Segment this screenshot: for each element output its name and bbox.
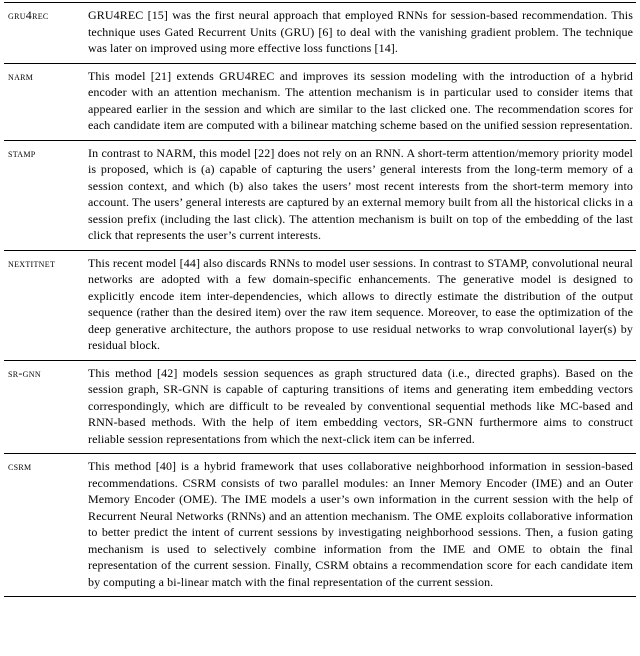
- table-row-sr-gnn: [4, 361, 636, 455]
- model-description-gru4rec: GRU4REC [15] was the first neural approach that employed RNNs for session-based recommendation. This technique uses Gated Recurrent Units (GRU) [6] to deal with the vanishing gradient problem. The technique was later on improved using more effective loss functions [14].: [88, 8, 633, 55]
- models-table: [4, 2, 636, 597]
- model-description-sr-gnn: This method [42] models session sequences as graph structured data (i.e., directed graphs). Based on the session graph, SR-GNN is capable of capturing transitions of items and generating item embedding vectors correspondingly, which are difficult to be revealed by conventional sequential methods like MC-based and RNN-based methods. With the help of item embedding vectors, SR-GNN furthermore aims to construct reliable session representations from which the next-click item can be inferred.: [88, 365, 633, 446]
- model-description-nextitnet: This recent model [44] also discards RNNs to model user sessions. In contrast to STAMP, convolutional neural networks are adopted with a few domain-specific enhancements. The generative model is designed to explicitly encode item inter-dependencies, which allows to directly estimate the distribution of the output sequence (rather than the desired item) over the raw item sequence. Moreover, to ease the optimization of the deep generative architecture, the authors propose to use residual networks to wrap convolutional layer(s) by residual block.: [88, 255, 633, 352]
- model-description-narm: This model [21] extends GRU4REC and improves its session modeling with the introduction of a hybrid encoder with an attention mechanism. The attention mechanism is in particular used to consider items that appeared earlier in the session and which are similar to the last clicked one. The recommendation scores for each candidate item are computed with a bilinear matching scheme based on the unified session representation.: [88, 68, 633, 132]
- table-row-narm: [4, 64, 636, 141]
- model-description-csrm: This method [40] is a hybrid framework that uses collaborative neighborhood information in session-based recommendations. CSRM consists of two parallel modules: an Inner Memory Encoder (IME) and an Outer Memory Encoder (OME). The IME models a user’s own information in the current session with the help of Recurrent Neural Networks (RNNs) and an attention mechanism. The OME exploits collaborative information to better predict the intent of current sessions by investigating neighborhood sessions. Then, a fusion gating mechanism is used to selectively combine information from the IME and OME to obtain the final representation of the current session. Finally, CSRM obtains a recommendation score for each candidate item by computing a bi-linear match with the final representation of the current session.: [88, 459, 633, 589]
- model-name-sr-gnn: sr-gnn: [8, 365, 41, 380]
- model-name-narm: narm: [8, 68, 34, 83]
- table-row-nextitnet: [4, 251, 636, 361]
- model-name-nextitnet: nextitnet: [8, 255, 56, 270]
- table-row-stamp: [4, 141, 636, 251]
- model-name-csrm: csrm: [8, 459, 32, 473]
- table-row-gru4rec: [4, 3, 636, 64]
- model-name-gru4rec: gru4rec: [8, 8, 49, 22]
- table-row-csrm: [4, 454, 636, 597]
- model-name-stamp: stamp: [8, 145, 36, 160]
- model-description-stamp: In contrast to NARM, this model [22] does not rely on an RNN. A short-term attention/memory priority model is proposed, which is (a) capable of capturing the users’ general interests from the long-term memory of a session context, and which (b) also takes the users’ most recent interests from the short-term memory into account. The users’ general interests are captured by an external memory built from all the historical clicks in a session prefix (including the last click). The attention mechanism is built on top of the embedding of the last click that represents the user’s current interests.: [88, 145, 633, 242]
